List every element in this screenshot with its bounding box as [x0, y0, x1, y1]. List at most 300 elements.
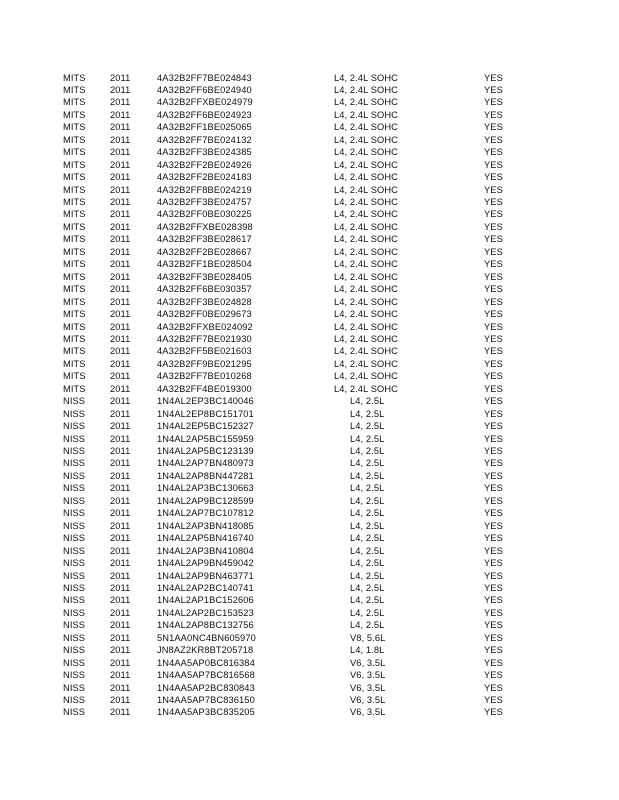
- flag-cell: YES: [484, 284, 503, 295]
- vin-cell: 4A32B2FF2BE024183: [157, 172, 252, 183]
- year-cell: 2011: [110, 321, 131, 332]
- make-cell: NISS: [63, 533, 86, 544]
- make-cell: MITS: [63, 296, 86, 307]
- year-cell: 2011: [110, 271, 131, 282]
- vin-cell: 4A32B2FF1BE025065: [157, 122, 252, 133]
- table-row: [0, 657, 619, 669]
- vin-cell: 4A32B2FF9BE021295: [157, 358, 252, 369]
- engine-cell: L4, 2.4L SOHC: [334, 209, 398, 220]
- make-cell: MITS: [63, 321, 86, 332]
- table-row: [0, 457, 619, 469]
- engine-cell: L4, 2.5L: [350, 558, 385, 569]
- make-cell: NISS: [63, 495, 86, 506]
- engine-cell: L4, 2.5L: [350, 421, 385, 432]
- year-cell: 2011: [110, 234, 131, 245]
- vin-cell: 4A32B2FF6BE024940: [157, 84, 252, 95]
- vin-cell: 4A32B2FFXBE024979: [157, 97, 253, 108]
- make-cell: NISS: [63, 458, 86, 469]
- year-cell: 2011: [110, 657, 131, 668]
- table-row: [0, 333, 619, 345]
- engine-cell: L4, 2.4L SOHC: [334, 259, 398, 270]
- table-row: [0, 545, 619, 557]
- flag-cell: YES: [484, 607, 503, 618]
- vin-cell: 4A32B2FF1BE028504: [157, 259, 252, 270]
- make-cell: NISS: [63, 620, 86, 631]
- vin-cell: 1N4AL2AP3BN418085: [157, 520, 254, 531]
- engine-cell: L4, 2.4L SOHC: [334, 109, 398, 120]
- year-cell: 2011: [110, 682, 131, 693]
- flag-cell: YES: [484, 408, 503, 419]
- flag-cell: YES: [484, 433, 503, 444]
- year-cell: 2011: [110, 458, 131, 469]
- table-row: [0, 644, 619, 656]
- make-cell: MITS: [63, 209, 86, 220]
- make-cell: MITS: [63, 134, 86, 145]
- table-row: [0, 420, 619, 432]
- engine-cell: L4, 2.4L SOHC: [334, 346, 398, 357]
- table-row: [0, 694, 619, 706]
- vin-cell: 4A32B2FF6BE030357: [157, 284, 252, 295]
- engine-cell: V6, 3.5L: [350, 657, 386, 668]
- table-row: [0, 532, 619, 544]
- year-cell: 2011: [110, 645, 131, 656]
- make-cell: NISS: [63, 421, 86, 432]
- year-cell: 2011: [110, 309, 131, 320]
- vin-cell: 1N4AL2AP3BC130663: [157, 483, 254, 494]
- flag-cell: YES: [484, 371, 503, 382]
- make-cell: MITS: [63, 333, 86, 344]
- table-row: [0, 669, 619, 681]
- make-cell: NISS: [63, 682, 86, 693]
- vin-cell: 1N4AL2AP9BN463771: [157, 570, 254, 581]
- table-row: [0, 196, 619, 208]
- engine-cell: L4, 2.4L SOHC: [334, 122, 398, 133]
- year-cell: 2011: [110, 109, 131, 120]
- table-row: [0, 632, 619, 644]
- flag-cell: YES: [484, 446, 503, 456]
- engine-cell: L4, 2.4L SOHC: [334, 234, 398, 245]
- table-row: [0, 184, 619, 196]
- make-cell: MITS: [63, 346, 86, 357]
- engine-cell: V8, 5.6L: [350, 632, 386, 643]
- vin-cell: 1N4AA5AP3BC835205: [157, 707, 255, 718]
- year-cell: 2011: [110, 184, 131, 195]
- year-cell: 2011: [110, 670, 131, 681]
- vin-cell: 4A32B2FF7BE024843: [157, 72, 252, 83]
- vin-cell: 1N4AL2EP8BC151701: [157, 408, 254, 419]
- make-cell: MITS: [63, 97, 86, 108]
- vin-cell: 1N4AL2EP5BC152327: [157, 421, 254, 432]
- flag-cell: YES: [484, 595, 503, 606]
- year-cell: 2011: [110, 284, 131, 295]
- make-cell: MITS: [63, 371, 86, 382]
- table-row: [0, 370, 619, 382]
- table-row: [0, 208, 619, 220]
- table-row: [0, 482, 619, 494]
- flag-cell: YES: [484, 296, 503, 307]
- table-row: [0, 345, 619, 357]
- flag-cell: YES: [484, 221, 503, 232]
- make-cell: MITS: [63, 309, 86, 320]
- year-cell: 2011: [110, 508, 131, 519]
- vin-cell: 4A32B2FFXBE024092: [157, 321, 253, 332]
- make-cell: NISS: [63, 396, 86, 407]
- year-cell: 2011: [110, 259, 131, 270]
- engine-cell: L4, 2.4L SOHC: [334, 271, 398, 282]
- engine-cell: L4, 2.5L: [350, 470, 385, 481]
- vin-cell: 4A32B2FF3BE024757: [157, 197, 252, 207]
- vin-cell: 1N4AA5AP7BC816568: [157, 670, 255, 681]
- table-row: [0, 607, 619, 619]
- make-cell: NISS: [63, 483, 86, 494]
- make-cell: NISS: [63, 520, 86, 531]
- make-cell: NISS: [63, 545, 86, 556]
- flag-cell: YES: [484, 421, 503, 432]
- flag-cell: YES: [484, 495, 503, 506]
- vin-cell: 1N4AA5AP2BC830843: [157, 682, 255, 693]
- flag-cell: YES: [484, 620, 503, 631]
- year-cell: 2011: [110, 246, 131, 257]
- make-cell: MITS: [63, 147, 86, 158]
- year-cell: 2011: [110, 695, 131, 705]
- make-cell: NISS: [63, 433, 86, 444]
- flag-cell: YES: [484, 259, 503, 270]
- year-cell: 2011: [110, 209, 131, 220]
- flag-cell: YES: [484, 122, 503, 133]
- table-row: [0, 507, 619, 519]
- flag-cell: YES: [484, 645, 503, 656]
- year-cell: 2011: [110, 545, 131, 556]
- flag-cell: YES: [484, 333, 503, 344]
- table-row: [0, 682, 619, 694]
- year-cell: 2011: [110, 421, 131, 432]
- vin-cell: 4A32B2FF3BE024385: [157, 147, 252, 158]
- year-cell: 2011: [110, 122, 131, 133]
- flag-cell: YES: [484, 109, 503, 120]
- flag-cell: YES: [484, 707, 503, 718]
- vin-cell: 4A32B2FF0BE030225: [157, 209, 252, 220]
- table-row: [0, 383, 619, 395]
- year-cell: 2011: [110, 358, 131, 369]
- vin-cell: 1N4AL2AP5BC155959: [157, 433, 254, 444]
- table-row: [0, 121, 619, 133]
- vin-cell: 4A32B2FFXBE028398: [157, 221, 253, 232]
- flag-cell: YES: [484, 657, 503, 668]
- table-row: [0, 246, 619, 258]
- engine-cell: V6, 3.5L: [350, 707, 386, 718]
- make-cell: MITS: [63, 122, 86, 133]
- flag-cell: YES: [484, 72, 503, 83]
- year-cell: 2011: [110, 433, 131, 444]
- flag-cell: YES: [484, 520, 503, 531]
- vin-cell: 1N4AL2AP9BC128599: [157, 495, 254, 506]
- make-cell: MITS: [63, 271, 86, 282]
- flag-cell: YES: [484, 134, 503, 145]
- engine-cell: V6, 3.5L: [350, 695, 386, 705]
- flag-cell: YES: [484, 545, 503, 556]
- engine-cell: L4, 2.4L SOHC: [334, 371, 398, 382]
- flag-cell: YES: [484, 570, 503, 581]
- flag-cell: YES: [484, 321, 503, 332]
- make-cell: NISS: [63, 670, 86, 681]
- year-cell: 2011: [110, 707, 131, 718]
- flag-cell: YES: [484, 309, 503, 320]
- vin-cell: 1N4AL2EP3BC140046: [157, 396, 254, 407]
- vin-cell: 1N4AL2AP9BN459042: [157, 558, 254, 569]
- table-row: [0, 109, 619, 121]
- flag-cell: YES: [484, 246, 503, 257]
- table-row: [0, 159, 619, 171]
- make-cell: NISS: [63, 408, 86, 419]
- table-row: [0, 321, 619, 333]
- flag-cell: YES: [484, 483, 503, 494]
- vin-cell: 1N4AL2AP8BN447281: [157, 470, 254, 481]
- table-row: [0, 594, 619, 606]
- flag-cell: YES: [484, 695, 503, 705]
- flag-cell: YES: [484, 209, 503, 220]
- year-cell: 2011: [110, 533, 131, 544]
- flag-cell: YES: [484, 632, 503, 643]
- engine-cell: L4, 2.4L SOHC: [334, 221, 398, 232]
- flag-cell: YES: [484, 84, 503, 95]
- make-cell: NISS: [63, 657, 86, 668]
- engine-cell: V6, 3.5L: [350, 670, 386, 681]
- table-row: [0, 308, 619, 320]
- engine-cell: L4, 2.5L: [350, 483, 385, 494]
- flag-cell: YES: [484, 533, 503, 544]
- year-cell: 2011: [110, 483, 131, 494]
- flag-cell: YES: [484, 470, 503, 481]
- vin-cell: 4A32B2FF7BE010268: [157, 371, 252, 382]
- flag-cell: YES: [484, 358, 503, 369]
- vin-cell: 1N4AL2AP2BC153523: [157, 607, 254, 618]
- make-cell: MITS: [63, 109, 86, 120]
- table-row: [0, 619, 619, 631]
- make-cell: MITS: [63, 72, 86, 83]
- vin-cell: 1N4AL2AP5BC123139: [157, 446, 254, 456]
- engine-cell: L4, 2.5L: [350, 446, 385, 456]
- make-cell: MITS: [63, 84, 86, 95]
- year-cell: 2011: [110, 595, 131, 606]
- make-cell: NISS: [63, 570, 86, 581]
- engine-cell: L4, 2.4L SOHC: [334, 284, 398, 295]
- vin-cell: 4A32B2FF3BE024828: [157, 296, 252, 307]
- vin-cell: 4A32B2FF2BE028667: [157, 246, 252, 257]
- flag-cell: YES: [484, 172, 503, 183]
- year-cell: 2011: [110, 570, 131, 581]
- make-cell: MITS: [63, 234, 86, 245]
- table-row: [0, 283, 619, 295]
- vin-cell: 4A32B2FF6BE024923: [157, 109, 252, 120]
- flag-cell: YES: [484, 197, 503, 207]
- vin-cell: 4A32B2FF3BE028405: [157, 271, 252, 282]
- year-cell: 2011: [110, 408, 131, 419]
- year-cell: 2011: [110, 396, 131, 407]
- engine-cell: L4, 2.5L: [350, 545, 385, 556]
- engine-cell: L4, 2.4L SOHC: [334, 97, 398, 108]
- year-cell: 2011: [110, 97, 131, 108]
- vin-cell: 4A32B2FF5BE021603: [157, 346, 252, 357]
- year-cell: 2011: [110, 134, 131, 145]
- flag-cell: YES: [484, 383, 503, 394]
- year-cell: 2011: [110, 72, 131, 83]
- engine-cell: L4, 2.4L SOHC: [334, 72, 398, 83]
- make-cell: MITS: [63, 259, 86, 270]
- year-cell: 2011: [110, 172, 131, 183]
- flag-cell: YES: [484, 682, 503, 693]
- make-cell: NISS: [63, 582, 86, 593]
- make-cell: NISS: [63, 695, 86, 705]
- flag-cell: YES: [484, 159, 503, 170]
- engine-cell: L4, 2.4L SOHC: [334, 134, 398, 145]
- flag-cell: YES: [484, 670, 503, 681]
- table-row: [0, 445, 619, 457]
- make-cell: NISS: [63, 632, 86, 643]
- make-cell: MITS: [63, 172, 86, 183]
- year-cell: 2011: [110, 197, 131, 207]
- table-row: [0, 470, 619, 482]
- make-cell: MITS: [63, 358, 86, 369]
- year-cell: 2011: [110, 221, 131, 232]
- vin-cell: 4A32B2FF2BE024926: [157, 159, 252, 170]
- table-row: [0, 171, 619, 183]
- table-row: [0, 557, 619, 569]
- make-cell: NISS: [63, 558, 86, 569]
- table-row: [0, 706, 619, 718]
- flag-cell: YES: [484, 558, 503, 569]
- make-cell: MITS: [63, 159, 86, 170]
- engine-cell: L4, 2.4L SOHC: [334, 147, 398, 158]
- table-row: [0, 72, 619, 84]
- year-cell: 2011: [110, 582, 131, 593]
- vin-cell: 1N4AL2AP3BN410804: [157, 545, 254, 556]
- make-cell: NISS: [63, 470, 86, 481]
- engine-cell: L4, 2.4L SOHC: [334, 84, 398, 95]
- year-cell: 2011: [110, 470, 131, 481]
- table-row: [0, 134, 619, 146]
- engine-cell: L4, 2.5L: [350, 607, 385, 618]
- table-row: [0, 520, 619, 532]
- vin-cell: 1N4AL2AP1BC152606: [157, 595, 254, 606]
- vin-cell: 4A32B2FF4BE019300: [157, 383, 252, 394]
- table-row: [0, 433, 619, 445]
- engine-cell: L4, 2.4L SOHC: [334, 197, 398, 207]
- engine-cell: L4, 2.4L SOHC: [334, 333, 398, 344]
- vin-cell: 4A32B2FF3BE028617: [157, 234, 252, 245]
- vin-cell: 1N4AL2AP7BC107812: [157, 508, 254, 519]
- table-row: [0, 96, 619, 108]
- flag-cell: YES: [484, 184, 503, 195]
- table-row: [0, 358, 619, 370]
- vin-cell: 4A32B2FF7BE024132: [157, 134, 252, 145]
- vin-cell: 1N4AA5AP0BC816384: [157, 657, 255, 668]
- year-cell: 2011: [110, 159, 131, 170]
- year-cell: 2011: [110, 333, 131, 344]
- year-cell: 2011: [110, 147, 131, 158]
- flag-cell: YES: [484, 346, 503, 357]
- year-cell: 2011: [110, 371, 131, 382]
- flag-cell: YES: [484, 396, 503, 407]
- engine-cell: L4, 2.4L SOHC: [334, 321, 398, 332]
- year-cell: 2011: [110, 383, 131, 394]
- year-cell: 2011: [110, 296, 131, 307]
- table-row: [0, 582, 619, 594]
- year-cell: 2011: [110, 607, 131, 618]
- year-cell: 2011: [110, 346, 131, 357]
- engine-cell: L4, 2.5L: [350, 508, 385, 519]
- engine-cell: L4, 2.5L: [350, 495, 385, 506]
- table-row: [0, 84, 619, 96]
- engine-cell: L4, 2.4L SOHC: [334, 296, 398, 307]
- flag-cell: YES: [484, 271, 503, 282]
- make-cell: MITS: [63, 246, 86, 257]
- table-row: [0, 570, 619, 582]
- make-cell: NISS: [63, 446, 86, 456]
- engine-cell: L4, 2.4L SOHC: [334, 159, 398, 170]
- vin-cell: 1N4AA5AP7BC836150: [157, 695, 255, 705]
- engine-cell: L4, 2.5L: [350, 582, 385, 593]
- engine-cell: L4, 2.4L SOHC: [334, 184, 398, 195]
- table-row: [0, 221, 619, 233]
- year-cell: 2011: [110, 558, 131, 569]
- engine-cell: L4, 2.5L: [350, 620, 385, 631]
- vin-cell: 4A32B2FF7BE021930: [157, 333, 252, 344]
- vin-cell: 5N1AA0NC4BN605970: [157, 632, 256, 643]
- year-cell: 2011: [110, 620, 131, 631]
- make-cell: NISS: [63, 508, 86, 519]
- vin-cell: 1N4AL2AP2BC140741: [157, 582, 254, 593]
- year-cell: 2011: [110, 84, 131, 95]
- vin-cell: 1N4AL2AP7BN480973: [157, 458, 254, 469]
- vin-cell: JN8AZ2KR8BT205718: [157, 645, 254, 656]
- make-cell: MITS: [63, 184, 86, 195]
- engine-cell: L4, 2.5L: [350, 570, 385, 581]
- engine-cell: L4, 2.4L SOHC: [334, 358, 398, 369]
- make-cell: NISS: [63, 595, 86, 606]
- vin-cell: 1N4AL2AP5BN416740: [157, 533, 254, 544]
- make-cell: NISS: [63, 607, 86, 618]
- make-cell: MITS: [63, 221, 86, 232]
- flag-cell: YES: [484, 234, 503, 245]
- engine-cell: L4, 2.5L: [350, 595, 385, 606]
- make-cell: NISS: [63, 645, 86, 656]
- table-row: [0, 296, 619, 308]
- make-cell: MITS: [63, 197, 86, 207]
- engine-cell: L4, 2.4L SOHC: [334, 172, 398, 183]
- engine-cell: L4, 2.5L: [350, 396, 385, 407]
- flag-cell: YES: [484, 458, 503, 469]
- engine-cell: L4, 2.4L SOHC: [334, 246, 398, 257]
- flag-cell: YES: [484, 147, 503, 158]
- year-cell: 2011: [110, 495, 131, 506]
- flag-cell: YES: [484, 508, 503, 519]
- table-row: [0, 408, 619, 420]
- table-row: [0, 395, 619, 407]
- engine-cell: L4, 2.5L: [350, 433, 385, 444]
- year-cell: 2011: [110, 520, 131, 531]
- vin-cell: 1N4AL2AP8BC132756: [157, 620, 254, 631]
- engine-cell: L4, 2.5L: [350, 520, 385, 531]
- table-row: [0, 495, 619, 507]
- engine-cell: L4, 2.5L: [350, 408, 385, 419]
- make-cell: MITS: [63, 284, 86, 295]
- table-row: [0, 258, 619, 270]
- year-cell: 2011: [110, 446, 131, 456]
- make-cell: MITS: [63, 383, 86, 394]
- engine-cell: L4, 2.5L: [350, 533, 385, 544]
- table-row: [0, 146, 619, 158]
- engine-cell: L4, 2.5L: [350, 458, 385, 469]
